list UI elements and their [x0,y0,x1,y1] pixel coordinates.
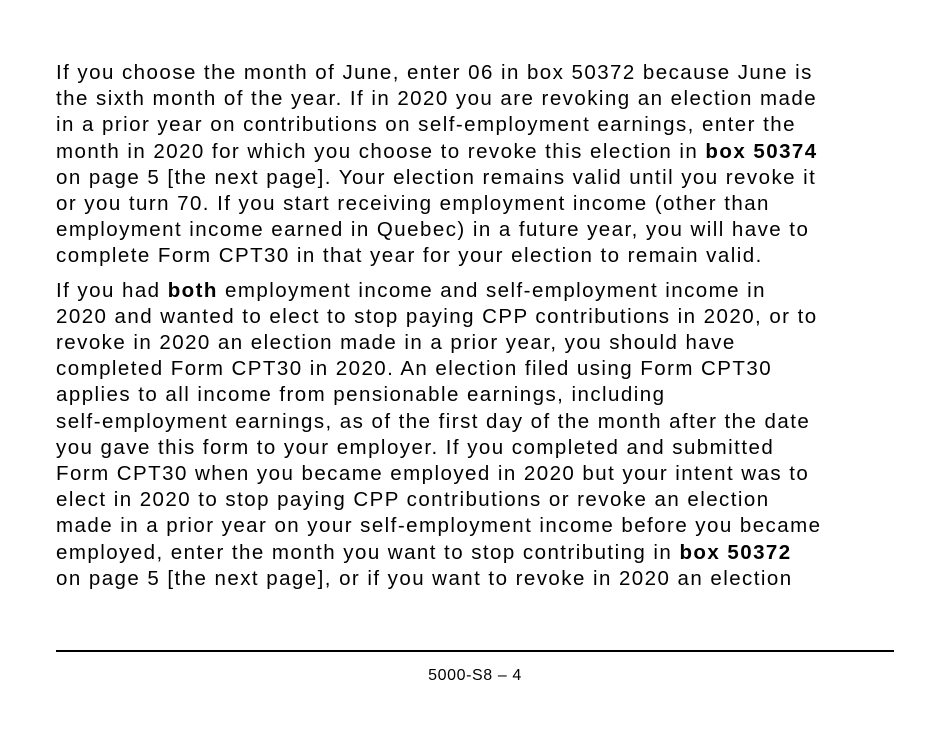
footer-divider [56,650,894,652]
paragraph-spacer [56,270,896,278]
text-run: employed, enter the month you want to stop contributing in [56,540,680,564]
page-number-label: 5000-S8 – 4 [428,667,522,684]
box-50372-reference: box 50372 [679,540,792,564]
text-line: the sixth month of the year. If in 2020 you are revoking an election made [56,87,818,111]
text-line: you gave this form to your employer. If you completed and submitted [56,435,775,459]
text-run: month in 2020 for which you choose to revoke this election in [56,139,706,163]
text-line: elect in 2020 to stop paying CPP contributions or revoke an election [56,488,770,512]
text-line: Form CPT30 when you became employed in 2020 but your intent was to [56,462,810,486]
document-body [56,60,896,592]
text-line: If you choose the month of June, enter 06 in box 50372 because June is [56,61,813,84]
text-line: employment income earned in Quebec) in a future year, you will have to [56,218,810,242]
text-line [56,278,896,304]
text-line: complete Form CPT30 in that year for your election to remain valid. [56,244,763,268]
text-line: self-employment earnings, as of the first day of the month after the date [56,409,811,433]
text-line: or you turn 70. If you start receiving employment income (other than [56,192,770,216]
text-line: made in a prior year on your self-employment income before you became [56,514,822,538]
text-line: applies to all income from pensionable earnings, including [56,383,666,407]
text-line: 2020 and wanted to elect to stop paying CPP contributions in 2020, or to [56,304,818,328]
text-run: If you had [56,278,168,302]
text-line: revoke in 2020 an election made in a prior year, you should have [56,331,736,355]
text-line: completed Form CPT30 in 2020. An election filed using Form CPT30 [56,357,773,381]
box-50374-reference: box 50374 [705,139,818,163]
text-line: on page 5 [the next page]. Your election remains valid until you revoke it [56,165,817,189]
text-line: in a prior year on contributions on self-employment earnings, enter the [56,113,796,137]
paragraph-2 [56,278,896,592]
page-footer [0,667,950,685]
emphasis-both: both [167,278,218,302]
text-line: on page 5 [the next page], or if you want to revoke in 2020 an election [56,566,793,590]
paragraph-1 [56,60,896,270]
text-line [56,139,896,165]
text-line [56,540,896,566]
text-run: employment income and self-employment income in [217,278,767,302]
